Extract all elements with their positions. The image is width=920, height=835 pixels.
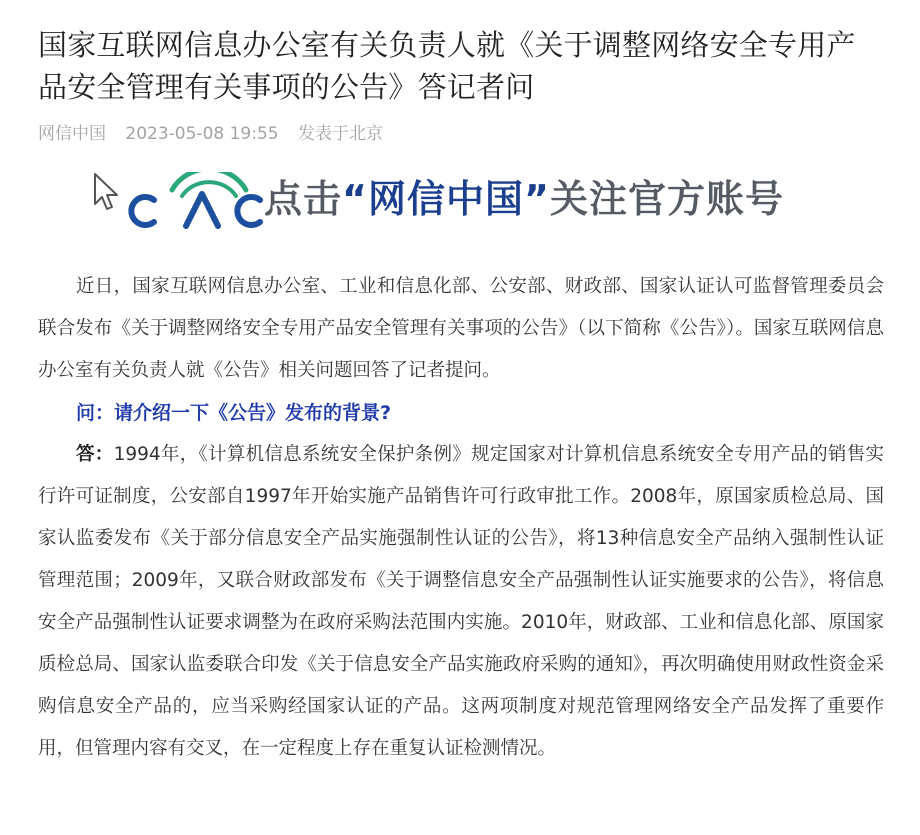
banner-text	[264, 171, 784, 227]
banner-text-highlight: “网信中国”	[342, 177, 550, 221]
article-title: 国家互联网信息办公室有关负责人就《关于调整网络安全专用产品安全管理有关事项的公告》答记者问	[38, 28, 856, 104]
article-datetime: 2023-05-08 19:55	[125, 124, 279, 144]
answer-text: 1994年，《计算机信息系统安全保护条例》规定国家对计算机信息系统安全专用产品的销售实行许可证制度，公安部自1997年开始实施产品销售许可行政审批工作。2008年，原国家质检总局、国家认监委发布《关于部分信息安全产品实施强制性认证的公告》，将13种信息安全产品纳入强制性认证管理范围；2009年，又联合财政部发布《关于调整信息安全产品强制性认证实施要求的公告》，将信息安全产品强制性认证要求调整为在政府采购法范围内实施。2010年，财政部、工业和信息化部、原国家质检总局、国家认监委联合印发《关于信息安全产品实施政府采购的通知》，再次明确使用财政性资金采购信息安全产品的，应当采购经国家认证的产品。这两项制度对规范管理网络安全产品发挥了重要作用，但管理内容有交叉，在一定程度上存在重复认证检测情况。	[38, 444, 884, 759]
article-body	[38, 266, 884, 770]
article-location: 发表于北京	[298, 124, 384, 144]
question-heading: 问：请介绍一下《公告》发布的背景?	[76, 402, 392, 424]
banner-text-after: 关注官方账号	[549, 177, 784, 221]
answer-paragraph	[38, 434, 884, 770]
follow-banner[interactable]	[38, 166, 882, 266]
pointer-cursor-icon	[92, 172, 120, 212]
answer-label: 答：	[76, 444, 114, 465]
intro-paragraph: 近日，国家互联网信息办公室、工业和信息化部、公安部、财政部、国家认证认可监督管理委员会联合发布《关于调整网络安全专用产品安全管理有关事项的公告》（以下简称《公告》）。国家互联网信息办公室有关负责人就《公告》相关问题回答了记者提问。	[38, 276, 884, 381]
article-source[interactable]: 网信中国	[38, 124, 106, 144]
article-meta	[38, 122, 882, 146]
banner-text-before: 点击	[264, 177, 343, 221]
cac-logo	[124, 172, 284, 232]
